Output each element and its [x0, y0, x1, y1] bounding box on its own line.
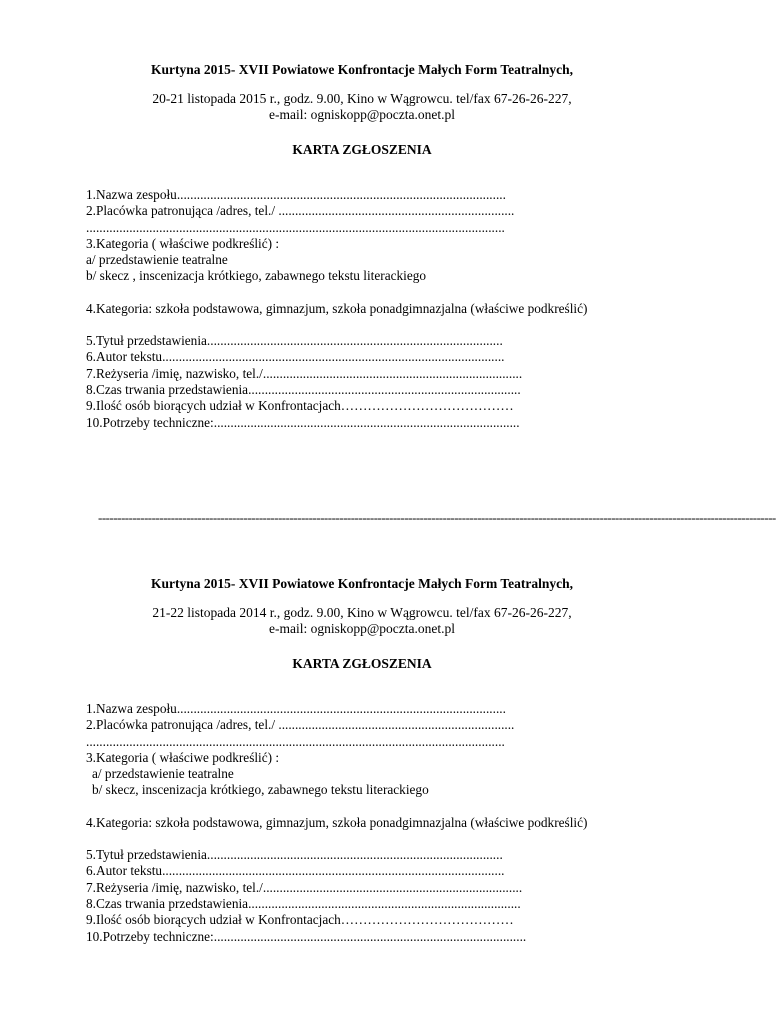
field-participants-count: 9.Ilość osób biorących udział w Konfrontacjach………………………………… — [86, 912, 514, 928]
field-duration: 8.Czas trwania przedstawienia.................................................................................. — [86, 895, 521, 911]
category-option-b: b/ skecz, inscenizacja krótkiego, zabawnego tekstu literackiego — [92, 782, 429, 798]
field-school-category: 4.Kategoria: szkoła podstawowa, gimnazjum, szkoła ponadgimnazjalna (właściwe podkreślić) — [86, 300, 588, 316]
form-fields — [86, 187, 686, 431]
field-performance-title: 5.Tytuł przedstawienia......................................................................................... — [86, 333, 503, 349]
field-school-category: 4.Kategoria: szkoła podstawowa, gimnazjum, szkoła ponadgimnazjalna (właściwe podkreślić) — [86, 814, 588, 830]
form-fields — [86, 701, 686, 945]
field-technical-needs: 10.Potrzeby techniczne:.............................................................................................. — [86, 928, 527, 944]
field-director: 7.Reżyseria /imię, nazwisko, tel./.............................................................................. — [86, 879, 523, 895]
cut-line-separator: --------------------------------------------------------------------------------------------------------------------------------------------------------------------------------- — [98, 510, 776, 525]
form-title: KARTA ZGŁOSZENIA — [292, 142, 432, 157]
event-email: e-mail: ogniskopp@poczta.onet.pl — [268, 621, 455, 636]
form-title: KARTA ZGŁOSZENIA — [292, 656, 432, 671]
field-team-name: 1.Nazwa zespołu................................................................................................... — [86, 701, 506, 716]
field-performance-title: 5.Tytuł przedstawienia......................................................................................... — [86, 847, 503, 863]
field-sponsor-continuation: .............................................................................................................................. — [86, 733, 505, 749]
event-heading: Kurtyna 2015- XVII Powiatowe Konfrontacje Małych Form Teatralnych, — [151, 576, 573, 591]
event-heading: Kurtyna 2015- XVII Powiatowe Konfrontacje Małych Form Teatralnych, — [151, 62, 573, 77]
field-sponsor-institution: 2.Placówka patronująca /adres, tel./ ....................................................................... — [86, 203, 515, 219]
event-date-contact: 21-22 listopada 2014 r., godz. 9.00, Kino w Wągrowcu. tel/fax 67-26-26-227, — [152, 605, 572, 620]
field-sponsor-institution: 2.Placówka patronująca /adres, tel./ ....................................................................... — [86, 717, 515, 733]
category-option-b: b/ skecz , inscenizacja krótkiego, zabawnego tekstu literackiego — [86, 268, 427, 284]
application-form-bottom — [0, 576, 724, 945]
field-category: 3.Kategoria ( właściwe podkreślić) : — [86, 235, 280, 251]
category-option-a: a/ przedstawienie teatralne — [92, 766, 234, 782]
field-technical-needs: 10.Potrzeby techniczne:............................................................................................ — [86, 414, 520, 430]
field-participants-count: 9.Ilość osób biorących udział w Konfrontacjach………………………………… — [86, 398, 514, 414]
field-director: 7.Reżyseria /imię, nazwisko, tel./.............................................................................. — [86, 365, 523, 381]
field-team-name: 1.Nazwa zespołu................................................................................................... — [86, 187, 506, 202]
category-option-a: a/ przedstawienie teatralne — [86, 252, 228, 268]
event-date-contact: 20-21 listopada 2015 r., godz. 9.00, Kino w Wągrowcu. tel/fax 67-26-26-227, — [152, 91, 572, 106]
event-info — [0, 605, 724, 637]
event-email: e-mail: ogniskopp@poczta.onet.pl — [268, 107, 455, 122]
field-duration: 8.Czas trwania przedstawienia.................................................................................. — [86, 381, 521, 397]
field-sponsor-continuation: .............................................................................................................................. — [86, 219, 505, 235]
application-form-top — [0, 62, 724, 431]
field-category: 3.Kategoria ( właściwe podkreślić) : — [86, 749, 280, 765]
field-text-author: 6.Autor tekstu....................................................................................................... — [86, 349, 505, 365]
field-text-author: 6.Autor tekstu....................................................................................................... — [86, 863, 505, 879]
event-info — [0, 91, 724, 123]
